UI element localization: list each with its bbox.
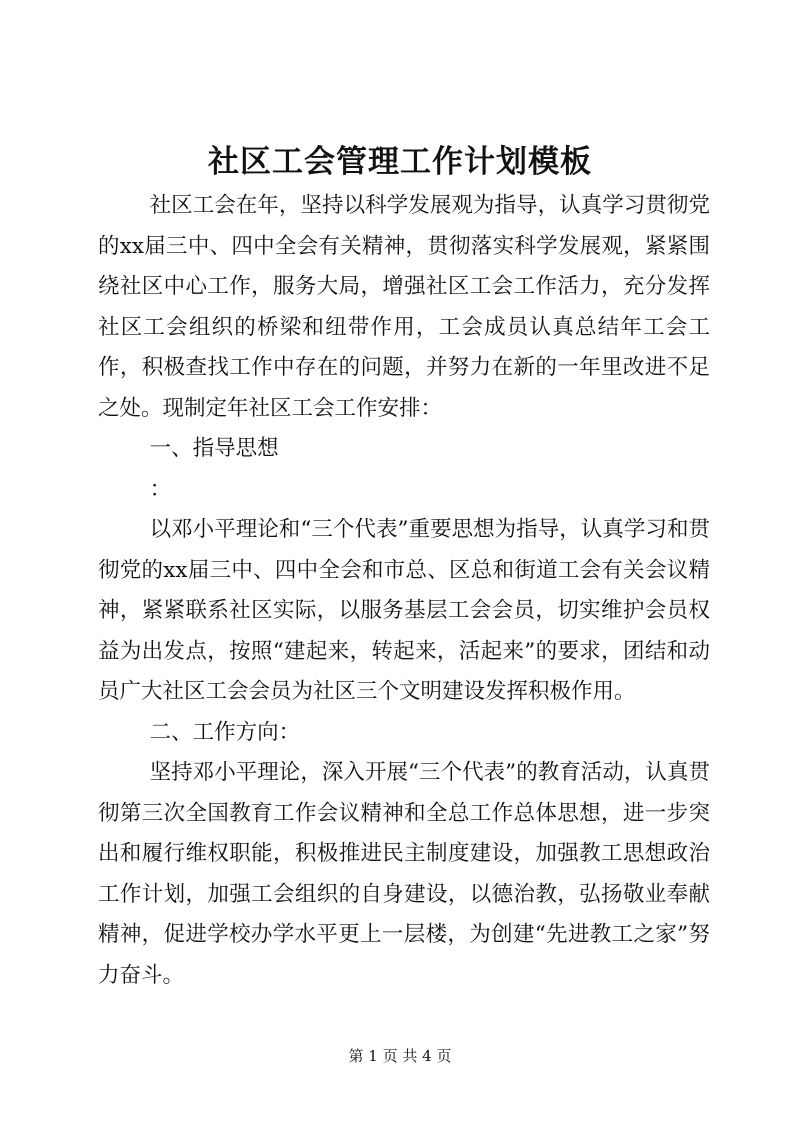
paragraph-work-direction: 坚持邓小平理论，深入开展“三个代表”的教育活动，认真贯彻第三次全国教育工作会议精神和全总工作总体思想，进一步突出和履行维权职能，积极推进民主制度建设，加强教工思想政治工作计划，加强工会组织的自身建设，以德治教，弘扬敬业奉献精神，促进学校办学水平更上一层楼，为创建“先进教工之家”努力奋斗。 xyxy=(98,760,710,988)
section-heading-work-direction: 二、工作方向： xyxy=(149,719,301,745)
document-body xyxy=(98,186,710,996)
paragraph-intro: 社区工会在年，坚持以科学发展观为指导，认真学习贯彻党的xx届三中、四中全会有关精神，贯彻落实科学发展观，紧紧围绕社区中心工作，服务大局，增强社区工会工作活力，充分发挥社区工会组织的桥梁和纽带作用，工会成员认真总结年工会工作，积极查找工作中存在的问题，并努力在新的一年里改进不足之处。现制定年社区工会工作安排： xyxy=(98,193,710,421)
page-footer: 第 1 页 共 4 页 xyxy=(348,1047,452,1065)
document-title: 社区工会管理工作计划模板 xyxy=(208,144,592,180)
paragraph-guiding-thought: 以邓小平理论和“三个代表”重要思想为指导，认真学习和贯彻党的xx届三中、四中全会和市总、区总和街道工会有关会议精神，紧紧联系社区实际，以服务基层工会会员，切实维护会员权益为出发点，按照“建起来，转起来，活起来”的要求，团结和动员广大社区工会会员为社区三个文明建设发挥积极作用。 xyxy=(98,517,710,704)
section-heading-guiding-thought: 一、指导思想 xyxy=(149,436,279,461)
colon-line: ： xyxy=(149,476,172,502)
